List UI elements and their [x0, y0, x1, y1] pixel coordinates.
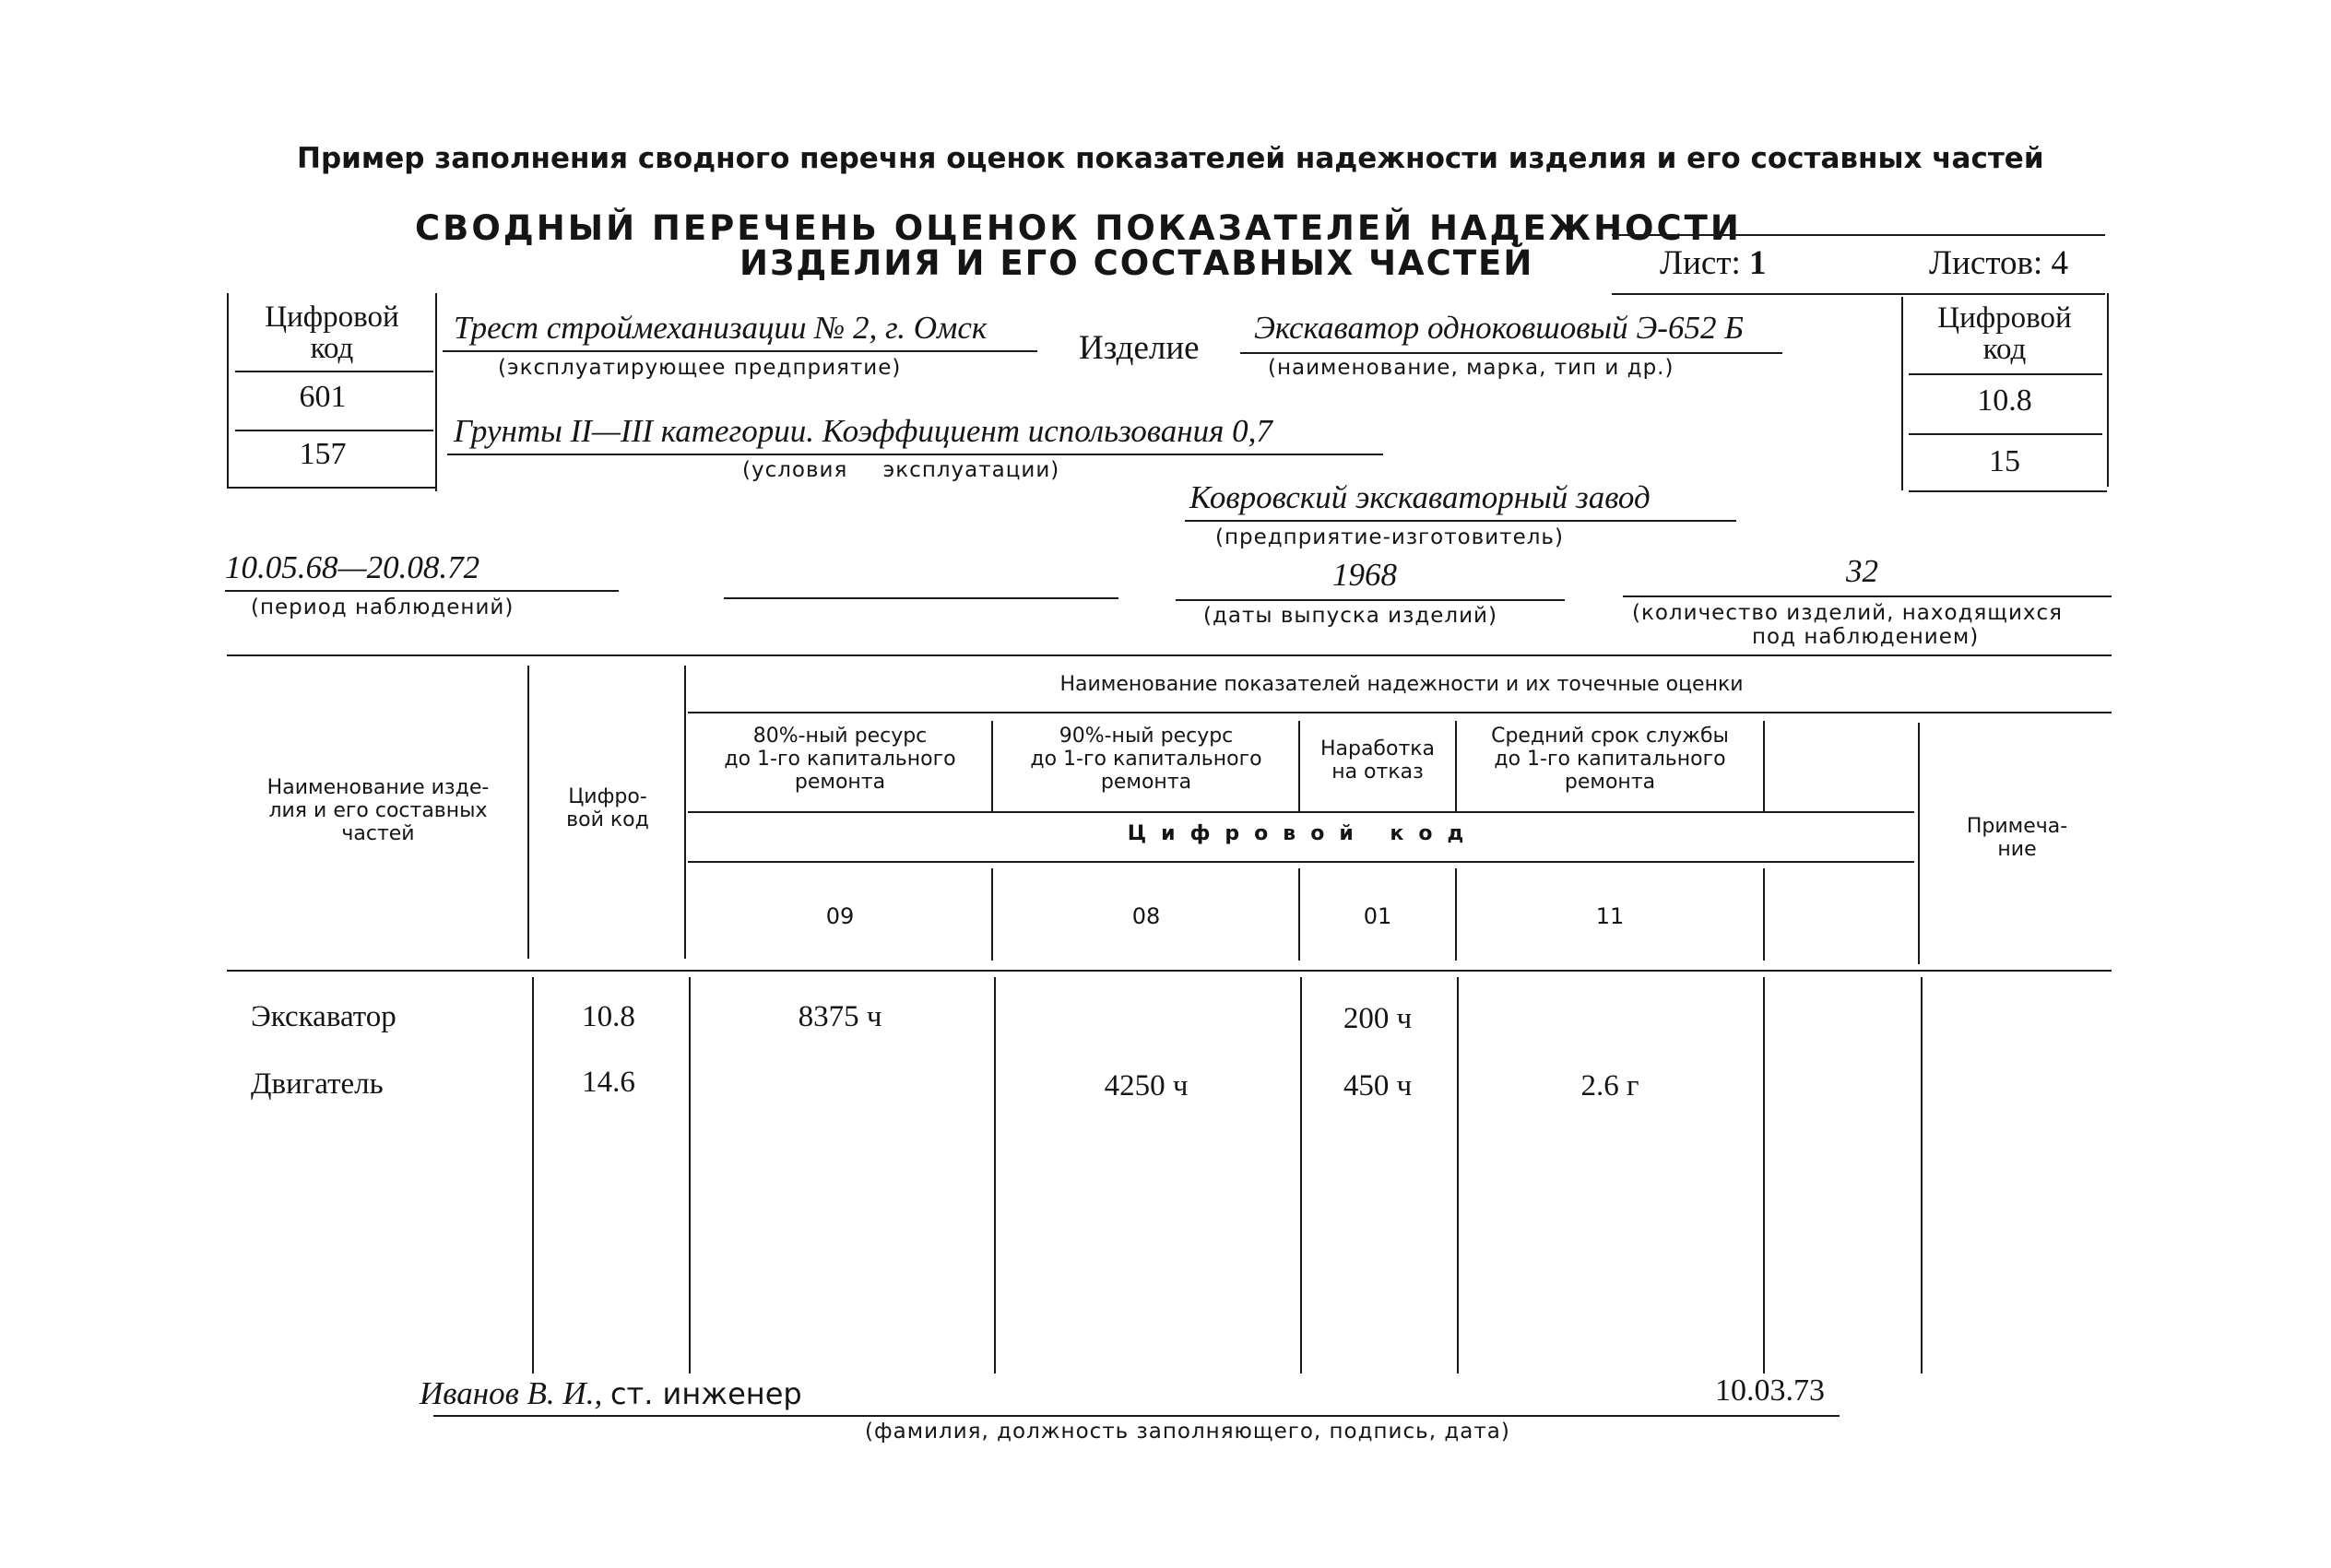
- sheets-value: 4: [2051, 244, 2068, 282]
- product-label: Изделие: [1079, 329, 1200, 367]
- blank-rule: [724, 597, 1118, 599]
- row-value-11: 2.6 г: [1580, 1069, 1639, 1102]
- row-code: 10.8: [582, 1000, 635, 1033]
- operator-value: Трест строймеханизации № 2, г. Омск: [454, 310, 988, 346]
- col-header-note: Примеча- ние: [1966, 815, 2068, 861]
- table-header-rule: [227, 970, 2112, 972]
- sheet-rule: [1612, 293, 2105, 295]
- col-header-code: Цифро- вой код: [566, 785, 649, 831]
- left-code-157: 157: [299, 437, 347, 471]
- left-code-601: 601: [299, 380, 347, 414]
- indicator-code-01: 01: [1363, 903, 1392, 929]
- row-value-09: 8375 ч: [798, 1000, 882, 1033]
- indicator-mtbf: Наработка на отказ: [1319, 737, 1436, 784]
- operator-caption: (эксплуатирующее предприятие): [498, 356, 902, 380]
- release-date-value: 1968: [1332, 557, 1397, 593]
- conditions-rule: [447, 454, 1383, 455]
- signature-position: ст. инженер: [609, 1376, 802, 1411]
- sheet-value: 1: [1749, 244, 1767, 282]
- sheets-label: Листов:: [1929, 244, 2043, 282]
- left-code-header: Цифровой код: [265, 301, 399, 365]
- signature-name: Иванов В. И.,: [420, 1375, 603, 1411]
- conditions-caption: (условия эксплуатации): [742, 458, 1060, 482]
- operator-rule: [443, 350, 1037, 352]
- quantity-caption-2: под наблюдением): [1752, 625, 1980, 649]
- right-code-10-8: 10.8: [1977, 383, 2032, 418]
- signature-date: 10.03.73: [1715, 1373, 1825, 1408]
- signature-caption: (фамилия, должность заполняющего, подпись, дата): [865, 1420, 1510, 1444]
- indicator-code-11: 11: [1595, 903, 1625, 929]
- period-caption: (период наблюдений): [251, 595, 515, 619]
- manufacturer-caption: (предприятие-изготовитель): [1215, 525, 1564, 549]
- quantity-caption-1: (количество изделий, находящихся: [1632, 601, 2064, 625]
- row-name: Экскаватор: [251, 1000, 396, 1033]
- document-caption: Пример заполнения сводного перечня оценок показателей надежности изделия и его составных частей: [297, 142, 2044, 175]
- indicator-service-life: Средний срок службы до 1-го капитального ремонта: [1491, 725, 1729, 794]
- conditions-value: Грунты II—III категории. Коэффициент использования 0,7: [454, 413, 1272, 449]
- row-value-01: 450 ч: [1343, 1069, 1413, 1102]
- manufacturer-value: Ковровский экскаваторный завод: [1189, 479, 1651, 515]
- right-code-15: 15: [1989, 444, 2020, 478]
- indicator-80-resource: 80%-ный ресурс до 1-го капитального ремонта: [724, 725, 956, 794]
- title-rule: [1612, 234, 2105, 236]
- product-caption: (наименование, марка, тип и др.): [1268, 356, 1674, 380]
- row-code: 14.6: [582, 1066, 635, 1099]
- release-date-rule: [1176, 599, 1565, 601]
- sheet-number: [1660, 243, 1767, 283]
- table-top-rule: [227, 654, 2112, 656]
- title-line-2: ИЗДЕЛИЯ И ЕГО СОСТАВНЫХ ЧАСТЕЙ: [740, 243, 1534, 283]
- manufacturer-rule: [1185, 520, 1736, 522]
- col-header-name: Наименование изде- лия и его составных частей: [266, 776, 490, 845]
- indicator-code-08: 08: [1131, 903, 1161, 929]
- title-line-1: СВОДНЫЙ ПЕРЕЧЕНЬ ОЦЕНОК ПОКАЗАТЕЛЕЙ НАДЕЖНОСТИ: [415, 208, 1742, 248]
- signature-rule: [433, 1415, 1840, 1417]
- period-rule: [225, 590, 619, 592]
- sheet-count: [1929, 243, 2068, 283]
- quantity-value: 32: [1846, 553, 1878, 589]
- product-rule: [1240, 352, 1782, 354]
- product-value: Экскаватор одноковшовый Э-652 Б: [1254, 310, 1744, 346]
- right-code-header: Цифровой код: [1937, 301, 2072, 366]
- indicator-90-resource: 90%-ный ресурс до 1-го капитального ремонта: [1030, 725, 1262, 794]
- sheet-label: Лист:: [1660, 244, 1741, 282]
- row-name: Двигатель: [251, 1067, 384, 1101]
- row-value-08: 4250 ч: [1104, 1069, 1189, 1102]
- indicators-header: Наименование показателей надежности и их точечные оценки: [1059, 673, 1744, 696]
- digital-code-header: Цифровой код: [1127, 822, 1479, 845]
- release-date-caption: (даты выпуска изделий): [1203, 604, 1497, 628]
- indicator-code-09: 09: [825, 903, 855, 929]
- period-value: 10.05.68—20.08.72: [225, 549, 480, 585]
- quantity-rule: [1623, 595, 2112, 597]
- row-value-01: 200 ч: [1343, 1002, 1413, 1035]
- signature-line: [420, 1375, 802, 1412]
